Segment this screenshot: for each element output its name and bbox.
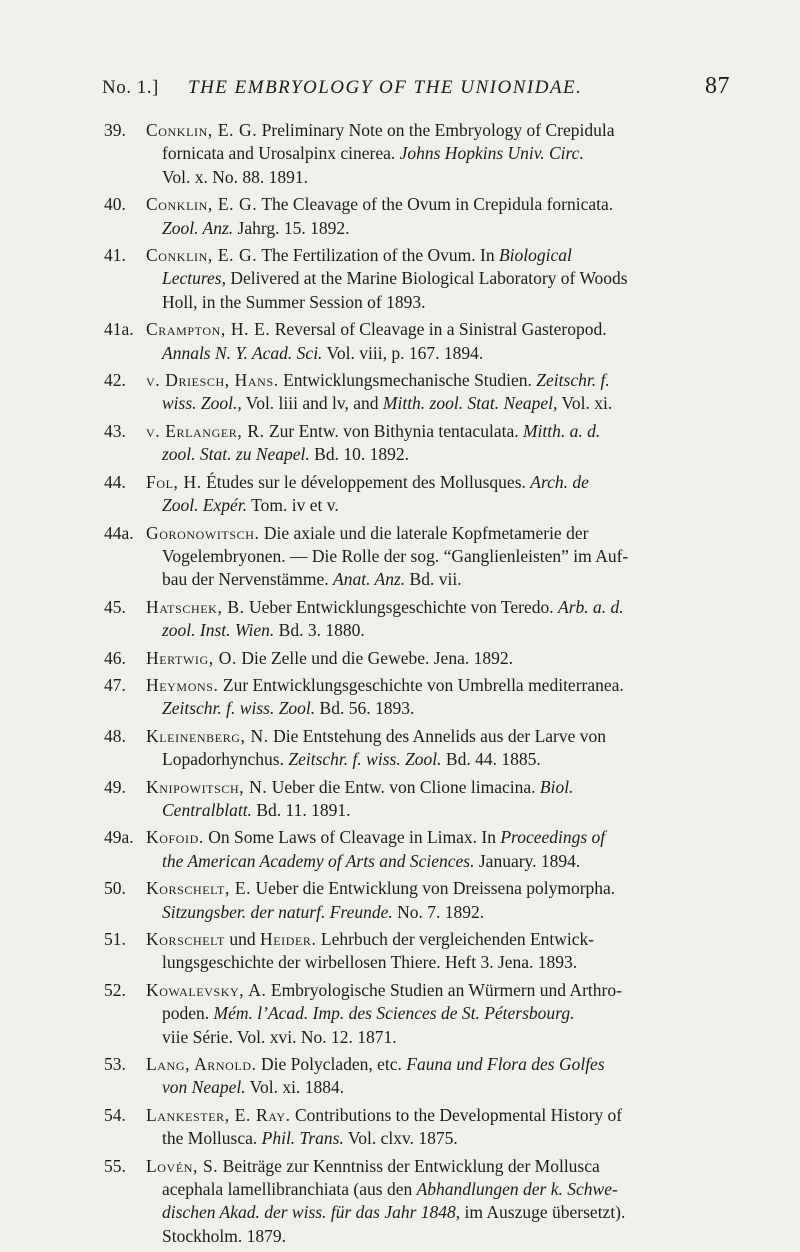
reference-text: The Fertilization of the Ovum. In bbox=[257, 245, 499, 266]
reference-continuation-line bbox=[0, 342, 800, 365]
reference-text: the Mollusca. bbox=[162, 1128, 262, 1149]
publication-title: zool. Inst. Wien. bbox=[162, 620, 275, 641]
publication-title: Abhandlungen der k. Schwe- bbox=[416, 1179, 618, 1200]
reference-number: 43. bbox=[104, 420, 126, 441]
publication-title: Zool. Anz. bbox=[162, 217, 234, 238]
reference-number: 41a. bbox=[104, 319, 134, 340]
reference-entry bbox=[0, 1053, 800, 1100]
reference-entry bbox=[0, 193, 800, 240]
reference-text: Vol. clxv. 1875. bbox=[343, 1128, 458, 1149]
reference-continuation-line bbox=[0, 291, 800, 314]
reference-text: fornicata and Urosalpinx cinerea. bbox=[162, 143, 400, 164]
issue-number: No. 1.] bbox=[102, 77, 159, 98]
reference-number: 47. bbox=[104, 674, 126, 695]
reference-number: 50. bbox=[104, 878, 126, 899]
reference-first-line bbox=[0, 725, 800, 748]
publication-title: Zeitschr. f. bbox=[536, 370, 610, 391]
reference-text: poden. bbox=[162, 1003, 214, 1024]
reference-number: 39. bbox=[104, 120, 126, 140]
reference-first-line bbox=[0, 318, 800, 341]
running-header bbox=[102, 73, 730, 107]
reference-continuation-line bbox=[0, 568, 800, 591]
publication-title: Proceedings of bbox=[500, 827, 606, 848]
reference-text: Tom. iv et v. bbox=[247, 495, 339, 516]
reference-first-line bbox=[0, 1155, 800, 1178]
publication-title: Anat. Anz. bbox=[333, 569, 406, 590]
reference-text: Bd. 10. 1892. bbox=[309, 444, 409, 465]
reference-text: Zur Entwicklungsgeschichte von Umbrella mediterranea. bbox=[218, 674, 624, 695]
reference-first-line bbox=[0, 522, 800, 545]
reference-continuation-line bbox=[0, 697, 800, 720]
publication-title: Mitth. a. d. bbox=[522, 420, 601, 441]
reference-first-line bbox=[0, 244, 800, 267]
reference-text: Bd. 3. 1880. bbox=[274, 620, 365, 641]
reference-entry bbox=[0, 1104, 800, 1151]
reference-entry bbox=[0, 522, 800, 592]
reference-continuation-line bbox=[0, 619, 800, 642]
author-name: Heymons. bbox=[146, 674, 219, 695]
publication-title: Fauna und Flora des Golfes bbox=[406, 1054, 605, 1075]
reference-entry bbox=[0, 928, 800, 975]
reference-text: Vol. xi. bbox=[557, 393, 613, 414]
reference-text: Vol. viii, p. 167. 1894. bbox=[322, 342, 484, 363]
reference-number: 52. bbox=[104, 979, 126, 1000]
reference-first-line bbox=[0, 420, 800, 443]
reference-number: 40. bbox=[104, 194, 126, 215]
reference-number: 51. bbox=[104, 929, 126, 949]
reference-first-line bbox=[0, 979, 800, 1002]
author-name: Kleinenberg, N. bbox=[146, 725, 269, 746]
reference-number: 55. bbox=[104, 1155, 126, 1176]
reference-continuation-line bbox=[0, 494, 800, 517]
author-name: Lankester, E. Ray. bbox=[146, 1104, 291, 1125]
reference-first-line bbox=[0, 1104, 800, 1127]
reference-continuation-line bbox=[0, 267, 800, 290]
reference-entry bbox=[0, 318, 800, 365]
reference-entry bbox=[0, 647, 800, 670]
author-name: Korschelt bbox=[146, 929, 225, 949]
reference-continuation-line bbox=[0, 748, 800, 771]
reference-continuation-line bbox=[0, 951, 800, 974]
publication-title: Lectures, bbox=[162, 268, 226, 289]
reference-entry bbox=[0, 369, 800, 416]
reference-entry bbox=[0, 244, 800, 314]
reference-text: January. 1894. bbox=[474, 850, 581, 871]
reference-continuation-line bbox=[0, 142, 800, 165]
reference-text: Jahrg. 15. 1892. bbox=[233, 217, 350, 238]
reference-text: Vol. liii and lv, and bbox=[241, 393, 383, 414]
author-name: Heider. bbox=[259, 929, 317, 949]
reference-continuation-line bbox=[0, 1201, 800, 1224]
publication-title: Arb. a. d. bbox=[558, 596, 624, 617]
publication-title: Arch. de bbox=[530, 471, 589, 492]
reference-entry bbox=[0, 776, 800, 823]
reference-continuation-line bbox=[0, 1026, 800, 1049]
reference-entry bbox=[0, 826, 800, 873]
publication-title: zool. Stat. zu Neapel. bbox=[162, 444, 310, 465]
reference-first-line bbox=[0, 193, 800, 216]
reference-continuation-line bbox=[0, 799, 800, 822]
reference-first-line bbox=[0, 596, 800, 619]
reference-number: 42. bbox=[104, 370, 126, 391]
reference-continuation-line bbox=[0, 1225, 800, 1248]
publication-title: Annals N. Y. Acad. Sci. bbox=[162, 342, 323, 363]
publication-title: Zool. Expér. bbox=[162, 495, 248, 516]
reference-first-line bbox=[0, 1053, 800, 1076]
reference-text: und bbox=[224, 929, 260, 949]
reference-text: Ueber die Entwicklung von Dreissena polymorpha. bbox=[251, 878, 616, 899]
reference-text: Bd. vii. bbox=[405, 569, 462, 590]
reference-first-line bbox=[0, 877, 800, 900]
reference-first-line bbox=[0, 471, 800, 494]
reference-continuation-line bbox=[0, 166, 800, 189]
reference-first-line bbox=[0, 928, 800, 951]
reference-number: 53. bbox=[104, 1054, 126, 1075]
publication-title: von Neapel. bbox=[162, 1077, 246, 1098]
reference-text: Delivered at the Marine Biological Laboratory of Woods bbox=[226, 268, 628, 289]
reference-text: Preliminary Note on the Embryology of Crepidula bbox=[257, 120, 615, 140]
author-name: Lovén, S. bbox=[146, 1155, 219, 1176]
reference-entry bbox=[0, 979, 800, 1049]
reference-text: Die Zelle und die Gewebe. Jena. 1892. bbox=[236, 647, 513, 668]
reference-continuation-line bbox=[0, 850, 800, 873]
page-number: 87 bbox=[705, 73, 730, 99]
reference-continuation-line bbox=[0, 1178, 800, 1201]
author-name: Knipowitsch, N. bbox=[146, 776, 268, 797]
reference-entry bbox=[0, 596, 800, 643]
publication-title: Zeitschr. f. wiss. Zool. bbox=[288, 749, 442, 770]
reference-text: Reversal of Cleavage in a Sinistral Gasteropod. bbox=[270, 319, 607, 340]
author-name: Kofoid. bbox=[146, 827, 204, 848]
reference-text: Études sur le développement des Mollusques. bbox=[201, 471, 531, 492]
author-name: Conklin, E. G. bbox=[146, 245, 258, 266]
author-name: Crampton, H. E. bbox=[146, 319, 271, 340]
reference-text: im Auszuge übersetzt). bbox=[460, 1202, 626, 1223]
publication-title: Biological bbox=[498, 245, 572, 266]
author-name: Fol, H. bbox=[146, 471, 202, 492]
reference-entry bbox=[0, 119, 800, 189]
reference-text: Stockholm. 1879. bbox=[162, 1225, 286, 1246]
reference-continuation-line bbox=[0, 1076, 800, 1099]
publication-title: dischen Akad. der wiss. für das Jahr 1848, bbox=[162, 1202, 461, 1223]
reference-entry bbox=[0, 471, 800, 518]
author-name: Conklin, E. G. bbox=[146, 194, 258, 215]
publication-title: Johns Hopkins Univ. Circ. bbox=[399, 143, 584, 164]
reference-text: Embryologische Studien an Würmern und Arthro- bbox=[266, 979, 622, 1000]
reference-text: lungsgeschichte der wirbellosen Thiere. Heft 3. Jena. 1893. bbox=[162, 952, 578, 973]
reference-number: 44. bbox=[104, 471, 126, 492]
author-name: Korschelt, E. bbox=[146, 878, 252, 899]
reference-text: Holl, in the Summer Session of 1893. bbox=[162, 291, 426, 312]
reference-text: Die axiale und die laterale Kopfmetamerie der bbox=[259, 522, 589, 543]
reference-entry bbox=[0, 1155, 800, 1249]
reference-text: Vol. xi. 1884. bbox=[245, 1077, 345, 1098]
reference-entry bbox=[0, 877, 800, 924]
reference-continuation-line bbox=[0, 901, 800, 924]
running-title: THE EMBRYOLOGY OF THE UNIONIDAE. bbox=[188, 77, 583, 98]
reference-first-line bbox=[0, 647, 800, 670]
reference-text: Die Entstehung des Annelids aus der Larve von bbox=[268, 725, 607, 746]
author-name: v. Driesch, Hans. bbox=[146, 370, 279, 391]
reference-continuation-line bbox=[0, 1127, 800, 1150]
publication-title: the American Academy of Arts and Sciences. bbox=[162, 850, 475, 871]
reference-number: 54. bbox=[104, 1104, 126, 1125]
reference-number: 45. bbox=[104, 596, 126, 617]
author-name: Goronowitsch. bbox=[146, 522, 260, 543]
reference-continuation-line bbox=[0, 545, 800, 568]
reference-first-line bbox=[0, 674, 800, 697]
reference-text: Vol. x. No. 88. 1891. bbox=[162, 166, 309, 187]
author-name: Hatschek, B. bbox=[146, 596, 245, 617]
reference-text: Bd. 44. 1885. bbox=[441, 749, 541, 770]
reference-text: Zur Entw. von Bithynia tentaculata. bbox=[264, 420, 523, 441]
reference-number: 44a. bbox=[104, 522, 134, 543]
reference-text: viie Série. Vol. xvi. No. 12. 1871. bbox=[162, 1026, 397, 1047]
publication-title: Mitth. zool. Stat. Neapel, bbox=[382, 393, 558, 414]
author-name: Kowalevsky, A. bbox=[146, 979, 267, 1000]
reference-first-line bbox=[0, 826, 800, 849]
publication-title: Mém. l’Acad. Imp. des Sciences de St. Pétersbourg. bbox=[213, 1003, 575, 1024]
author-name: v. Erlanger, R. bbox=[146, 420, 265, 441]
reference-first-line bbox=[0, 776, 800, 799]
reference-text: Vogelembryonen. — Die Rolle der sog. “Ganglienleisten” im Auf- bbox=[162, 545, 629, 566]
reference-text: bau der Nervenstämme. bbox=[162, 569, 334, 590]
reference-first-line bbox=[0, 369, 800, 392]
publication-title: Centralblatt. bbox=[162, 799, 252, 820]
publication-title: Zeitschr. f. wiss. Zool. bbox=[162, 698, 316, 719]
reference-list bbox=[0, 119, 800, 1252]
reference-text: Lopadorhynchus. bbox=[162, 749, 289, 770]
reference-text: Beiträge zur Kenntniss der Entwicklung der Mollusca bbox=[218, 1155, 600, 1176]
reference-text: Lehrbuch der vergleichenden Entwick- bbox=[316, 929, 595, 949]
reference-number: 49a. bbox=[104, 827, 134, 848]
reference-text: Contributions to the Developmental History of bbox=[290, 1104, 623, 1125]
author-name: Lang, Arnold. bbox=[146, 1054, 257, 1075]
reference-text: Ueber Entwicklungsgeschichte von Teredo. bbox=[244, 596, 559, 617]
reference-text: Ueber die Entw. von Clione limacina. bbox=[267, 776, 540, 797]
publication-title: Biol. bbox=[539, 776, 574, 797]
publication-title: Phil. Trans. bbox=[261, 1128, 344, 1149]
reference-number: 46. bbox=[104, 647, 126, 668]
reference-entry bbox=[0, 725, 800, 772]
reference-text: On Some Laws of Cleavage in Limax. In bbox=[203, 827, 501, 848]
reference-text: The Cleavage of the Ovum in Crepidula fornicata. bbox=[257, 194, 614, 215]
reference-number: 41. bbox=[104, 245, 126, 266]
reference-text: No. 7. 1892. bbox=[392, 901, 485, 922]
author-name: Conklin, E. G. bbox=[146, 120, 258, 140]
reference-continuation-line bbox=[0, 443, 800, 466]
reference-entry bbox=[0, 420, 800, 467]
reference-continuation-line bbox=[0, 392, 800, 415]
reference-text: Bd. 56. 1893. bbox=[315, 698, 415, 719]
reference-first-line bbox=[0, 119, 800, 142]
reference-text: acephala lamellibranchiata (aus den bbox=[162, 1179, 417, 1200]
reference-text: Die Polycladen, etc. bbox=[256, 1054, 407, 1075]
reference-text: Bd. 11. 1891. bbox=[251, 799, 351, 820]
publication-title: wiss. Zool., bbox=[162, 393, 242, 414]
reference-continuation-line bbox=[0, 217, 800, 240]
reference-text: Entwicklungsmechanische Studien. bbox=[278, 370, 537, 391]
reference-entry bbox=[0, 674, 800, 721]
reference-number: 49. bbox=[104, 776, 126, 797]
reference-continuation-line bbox=[0, 1002, 800, 1025]
author-name: Hertwig, O. bbox=[146, 647, 237, 668]
reference-number: 48. bbox=[104, 725, 126, 746]
publication-title: Sitzungsber. der naturf. Freunde. bbox=[162, 901, 393, 922]
